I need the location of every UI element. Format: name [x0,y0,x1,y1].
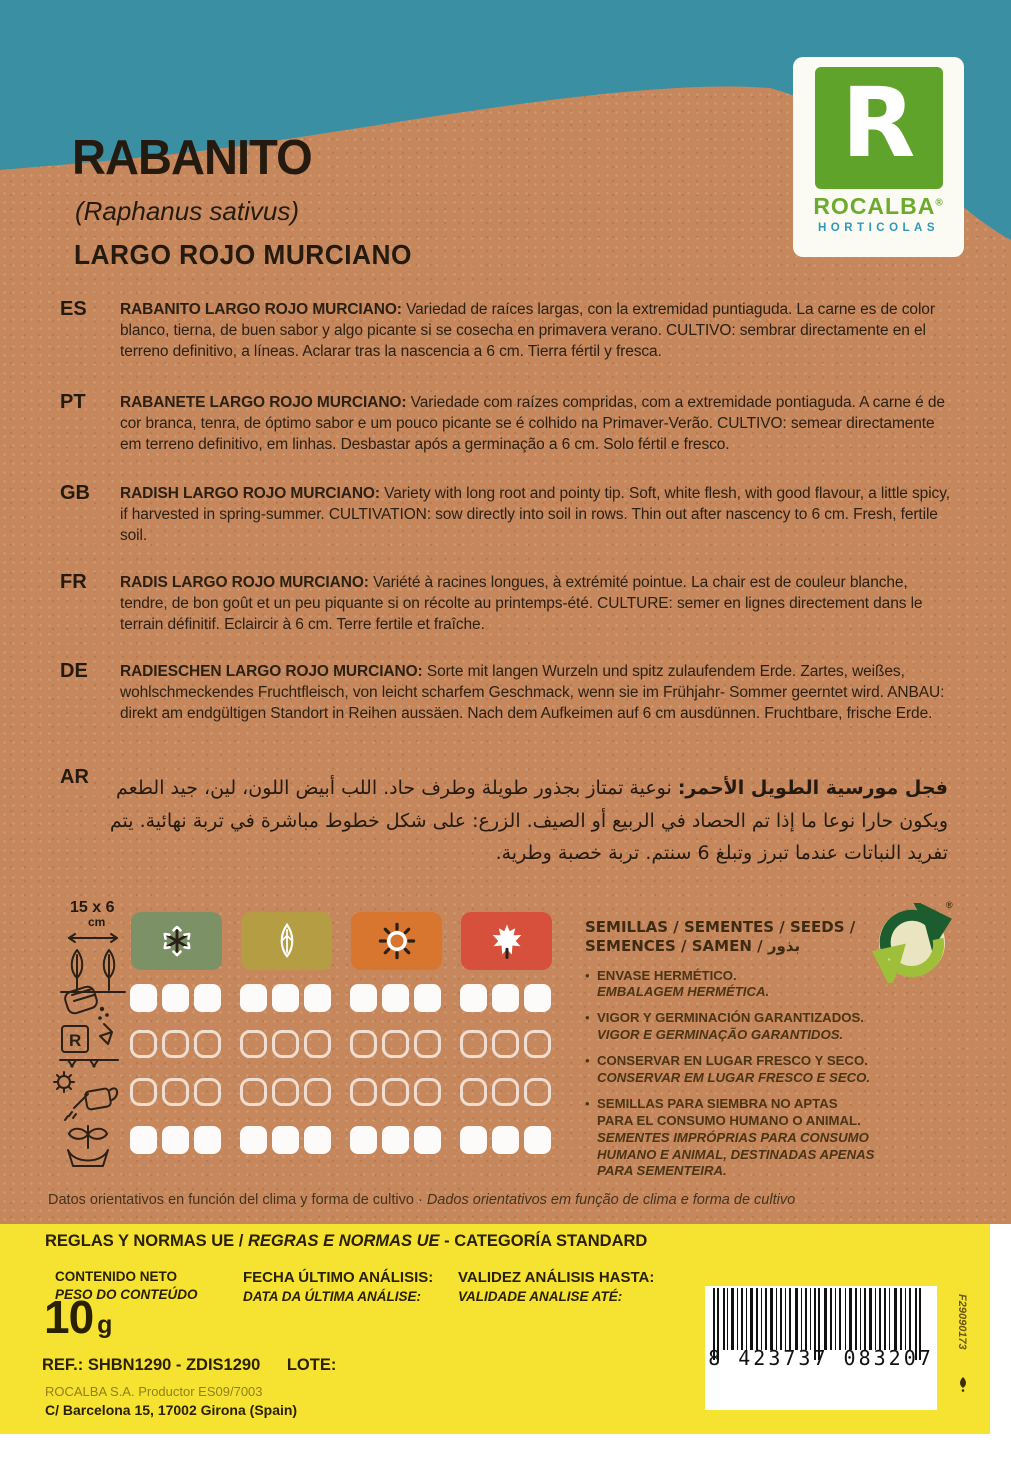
bullet-es: ENVASE HERMÉTICO. [597,967,737,983]
list-item [585,1096,877,1180]
desc-lead: RADIS LARGO ROJO MURCIANO: [120,574,369,591]
calendar-season-group [350,1078,441,1106]
rules-category: - CATEGORÍA STANDARD [444,1232,648,1250]
ref-code: REF.: SHBN1290 - ZDIS1290 [42,1356,261,1374]
calendar-cell [240,1126,267,1154]
analysis-label-pt: DATA DA ÚLTIMA ANÁLISE: [243,1288,421,1304]
lang-label-ar: AR [60,766,89,788]
description-es [120,300,950,362]
desc-body: نوعية تمتاز بجذور طويلة وطرف حاد. اللب أبيض اللون، لين، جيد الطعم ويكون حارا نوعا ما إذا تم الحصاد في الربيع أو الصيف. الزرع: على شكل خطوط مباشرة في تربة نهائية. يتم تفريد النباتات عندما تبرز وتبلغ 6 سنتم. تربة خصبة وطرية. [109,777,948,865]
maple-leaf-icon [489,923,525,959]
net-number: 10 [44,1291,94,1343]
calendar-cell [492,1078,519,1106]
orientation-note [48,1192,795,1208]
calendar-season-group [350,1030,441,1058]
harvest-icon [58,1120,118,1170]
seeds-bullet-list [585,968,877,1181]
calendar-cell [414,1126,441,1154]
desc-lead: RABANITO LARGO ROJO MURCIANO: [120,301,402,318]
description-pt [120,393,950,455]
calendar-cell [382,1078,409,1106]
calendar-cell [382,984,409,1012]
desc-body: Variety with long root and pointy tip. Soft, white flesh, with good flavour, a little spicy, if harvested in spring-summer. CULTIVATION: sow directly into soil in rows. Thin out after nascency to 6 cm. Fresh, fertile soil. [120,485,950,544]
calendar-cell [492,1030,519,1058]
calendar-season-group [130,1030,221,1058]
calendar-row-care [130,1078,560,1108]
registered-mark: ® [935,197,944,209]
season-autumn [461,912,552,970]
calendar-cell [382,1030,409,1058]
calendar-cell [460,1030,487,1058]
calendar-cell [194,1030,221,1058]
calendar-cell [304,1030,331,1058]
desc-body: Variedade com raízes compridas, com a extremidade pontiaguda. A carne é de cor branca, tenra, de óptimo sabor e um pouco picante se é colhido na Primaver-Verão. CULTIVO: semear directamente em terreno definitivo, em linhas. Desbastar após a germinação a 6 cm. Solo fértil e fresco. [120,394,945,453]
calendar-cell [194,1126,221,1154]
bullet-pt: EMBALAGEM HERMÉTICA. [597,984,770,1000]
rules-pt: REGRAS E NORMAS UE [247,1232,440,1250]
description-ar [100,772,948,870]
calendar-cell [524,984,551,1012]
rocalba-r-icon [815,67,943,189]
bullet-es: VIGOR Y GERMINACIÓN GARANTIZADOS. [597,1010,864,1026]
calendar-row-transplant [130,1030,560,1060]
calendar-season-group [240,984,331,1012]
list-item [585,968,877,1002]
calendar-cell [194,1078,221,1106]
calendar-season-group [130,1126,221,1154]
lot-label: LOTE: [286,1356,337,1374]
address-line: C/ Barcelona 15, 17002 Girona (Spain) [45,1402,298,1418]
lang-label-gb: GB [60,482,90,504]
calendar-cell [382,1126,409,1154]
desc-lead: فجل مورسية الطويل الأحمر: [677,777,948,799]
calendar-cell [524,1030,551,1058]
note-pt: Dados orientativos em função de clima e forma de cultivo [426,1192,796,1208]
lang-label-fr: FR [60,571,87,593]
transplant-icon [56,1022,122,1072]
calendar-season-group [460,1078,551,1106]
calendar-season-group [460,1030,551,1058]
bullet-pt: SEMENTES IMPRÓPRIAS PARA CONSUMO HUMANO E ANIMAL, DESTINADAS APENAS PARA SEMENTEIRA. [597,1129,875,1179]
net-weight-value [44,1290,112,1344]
calendar-season-group [350,1126,441,1154]
analysis-validity-label [458,1268,654,1305]
logo-tagline: HORTICOLAS [817,222,940,234]
care-icon [50,1070,124,1124]
page-title: RABANITO [72,131,312,185]
calendar-season-group [240,1078,331,1106]
producer-line: ROCALBA S.A. Productor ES09/7003 [45,1384,263,1399]
bullet-pt: CONSERVAR EM LUGAR FRESCO E SECO. [597,1069,871,1085]
validity-label-es: VALIDEZ ANÁLISIS HASTA: [458,1269,655,1286]
calendar-cell [492,984,519,1012]
variety-name: LARGO ROJO MURCIANO [74,239,412,270]
calendar-cell [304,1126,331,1154]
seeds-header-line2: SEMENCES / SAMEN / بذور [585,936,801,955]
calendar-season-group [240,1030,331,1058]
bullet-es: CONSERVAR EN LUGAR FRESCO Y SECO. [597,1053,868,1069]
sowing-icon [60,981,116,1023]
printer-mark-icon [957,1376,969,1392]
brand-text: ROCALBA [813,193,936,219]
description-de [120,662,950,724]
rocalba-logo [793,57,964,257]
calendar-cell [524,1078,551,1106]
lang-label-de: DE [60,660,88,682]
desc-body: Variété à racines longues, à extrémité pointue. La chair est de couleur blanche, tendre, de bon goût et un peu piquante si on récolte au printemps-été. CULTURE: semer en lignes directement dans le terrain définitif. Eclaircir à 6 cm. Terre fertile et fraîche. [120,574,923,633]
list-item [585,1053,877,1087]
analysis-label-es: FECHA ÚLTIMO ANÁLISIS: [243,1269,434,1286]
net-label-pt: PESO DO CONTEÚDO [55,1286,198,1302]
svg-text:R: R [69,1031,82,1050]
calendar-cell [130,1126,157,1154]
calendar-cell [162,984,189,1012]
green-dot-registered-mark: ® [946,900,953,910]
calendar-season-group [350,984,441,1012]
barcode [705,1286,937,1410]
calendar-season-group [460,984,551,1012]
net-unit: g [97,1311,113,1339]
note-separator: · [417,1192,423,1208]
latin-name: (Raphanus sativus) [75,196,299,226]
snowflake-icon [160,924,194,958]
calendar-cell [240,1078,267,1106]
calendar-cell [414,1030,441,1058]
rules-es: REGLAS Y NORMAS UE / [45,1232,244,1250]
bullet-pt: VIGOR E GERMINAÇÃO GARANTIDOS. [597,1027,844,1043]
description-gb [120,484,950,546]
calendar-cell [304,984,331,1012]
green-dot-icon [872,903,952,983]
logo-brand-name [813,193,943,220]
calendar-cell [350,1030,377,1058]
calendar-cell [240,984,267,1012]
calendar-season-group [130,984,221,1012]
calendar-cell [162,1126,189,1154]
calendar-cell [460,1126,487,1154]
analysis-date-label [243,1268,433,1305]
lang-label-es: ES [60,298,87,320]
note-es: Datos orientativos en función del clima y forma de cultivo [48,1192,414,1208]
calendar-season-group [240,1126,331,1154]
calendar-cell [460,984,487,1012]
calendar-cell [240,1030,267,1058]
calendar-cell [272,984,299,1012]
calendar-cell [272,1078,299,1106]
desc-lead: RADISH LARGO ROJO MURCIANO: [120,485,380,502]
description-fr [120,573,950,635]
desc-lead: RABANETE LARGO ROJO MURCIANO: [120,394,407,411]
print-batch-code: F29090173 [956,1294,968,1350]
reference-line [42,1356,336,1375]
calendar-cell [460,1078,487,1106]
logo-letter: R [841,67,916,179]
calendar-cell [350,1078,377,1106]
plant-spacing-unit: cm [88,915,106,929]
calendar-cell [414,1078,441,1106]
calendar-cell [272,1030,299,1058]
barcode-digits: 8 423737 083207 [708,1346,934,1370]
calendar-season-group [460,1126,551,1154]
calendar-cell [492,1126,519,1154]
plant-spacing-value: 15 x 6 [70,899,115,916]
list-item [585,1010,877,1044]
calendar-cell [194,984,221,1012]
season-winter [131,912,222,970]
season-spring [241,912,332,970]
calendar-cell [350,984,377,1012]
net-label-es: CONTENIDO NETO [55,1269,178,1284]
calendar-cell [414,984,441,1012]
season-summer [351,912,442,970]
calendar-row-sowing [130,984,560,1014]
calendar-season-group [130,1078,221,1106]
calendar-cell [272,1126,299,1154]
sun-icon [378,922,416,960]
calendar-cell [304,1078,331,1106]
desc-body: Sorte mit langen Wurzeln und spitz zulaufendem Erde. Zartes, weißes, wohlschmeckendes Fruchtfleisch, von leicht scharfem Geschmack, wenn sie im Frühjahr- Sommer geerntet wird. ANBAU: direkt am endgültigen Standort in Reihen aussäen. Nach dem Aufkeimen auf 6 cm ausdünnen. Fruchtbare, frische Erde. [120,663,945,722]
calendar-cell [524,1126,551,1154]
lang-label-pt: PT [60,391,86,413]
bullet-es: SEMILLAS PARA SIEMBRA NO APTAS PARA EL CONSUMO HUMANO O ANIMAL. [597,1095,861,1128]
calendar-cell [130,1078,157,1106]
calendar-cell [130,984,157,1012]
seeds-info-panel [585,918,877,1189]
seeds-header-line1: SEMILLAS / SEMENTES / SEEDS / [585,918,856,936]
desc-body: Variedad de raíces largas, con la extremidad puntiaguda. La carne es de color blanco, tierna, de buen sabor y algo picante si se cosecha en primavera verano. CULTIVO: sembrar directamente en el terreno definitivo, a líneas. Aclarar tras la nascencia a 6 cm. Tierra fértil y fresca. [120,301,935,360]
calendar-cell [350,1126,377,1154]
eu-rules-line [45,1232,647,1251]
regulatory-footer [0,1224,990,1434]
desc-lead: RADIESCHEN LARGO ROJO MURCIANO: [120,663,423,680]
calendar-cell [162,1030,189,1058]
seed-icon [274,922,300,960]
calendar-cell [162,1078,189,1106]
calendar-cell [130,1030,157,1058]
validity-label-pt: VALIDADE ANALISE ATÉ: [458,1288,623,1304]
calendar-row-harvest [130,1126,560,1156]
